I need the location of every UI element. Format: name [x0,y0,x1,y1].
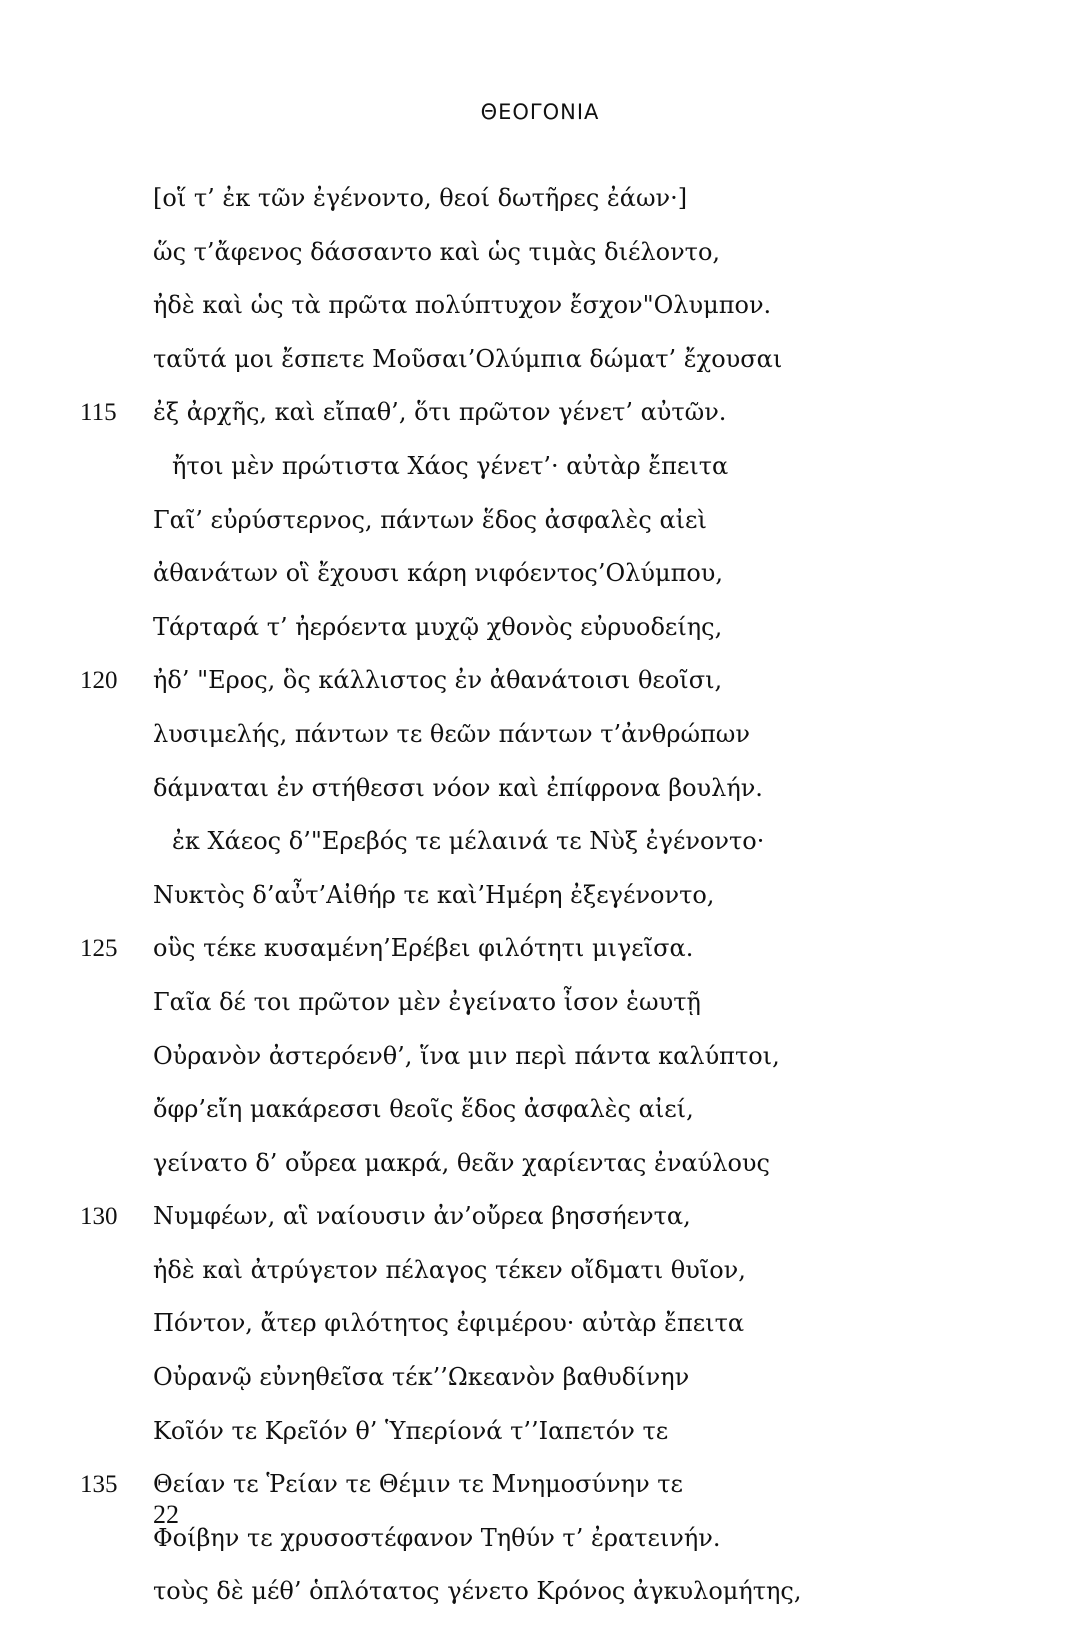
verse-text: ἤτοι μὲν πρώτιστα Χάος γένετ’· αὐτὰρ ἔπειτα [172,451,729,480]
verse-text: Φοίβην τε χρυσοστέφανον Τηθύν τ’ ἐρατεινήν. [153,1523,721,1552]
verse-text: Κοῖόν τε Κρεῖόν θ’ Ὑπερίονά τ’’Ιαπετόν τε [153,1416,669,1445]
verse-line [0,1405,1080,1459]
verse-line [0,708,1080,762]
verse-line [0,869,1080,923]
verse-line [0,976,1080,1030]
verse-line [0,1190,1080,1244]
line-number: 135 [80,1471,118,1499]
verse-text: γείνατο δ’ οὔρεα μακρά, θεᾶν χαρίεντας ἐναύλους [153,1148,770,1177]
verse-text: [οἵ τ’ ἐκ τῶν ἐγένοντο, θεοί δωτῆρες ἐάων·] [153,184,688,212]
verse-line [0,494,1080,548]
line-number: 130 [80,1203,118,1231]
line-number: 125 [80,935,118,963]
verse-line [0,654,1080,708]
page-number: 22 [153,1500,179,1529]
verse-text: λυσιμελής, πάντων τε θεῶν πάντων τ’ἀνθρώπων [153,719,750,748]
verse-text: ὥς τ’ἄφενος δάσσαντο καὶ ὡς τιμὰς διέλοντο, [153,237,721,266]
line-number: 115 [80,399,117,427]
verse-text: οὓς τέκε κυσαμένη’Ερέβει φιλότητι μιγεῖσα. [153,934,694,963]
verse-text: ταῦτά μοι ἔσπετε Μοῦσαι’Ολύμπια δώματ’ ἔχουσαι [153,344,783,373]
running-title: ΘΕΟΓΟΝΙΑ [480,100,600,124]
verse-line [0,1137,1080,1191]
verse-line [0,601,1080,655]
verse-text: τοὺς δὲ μέθ’ ὁπλότατος γένετο Κρόνος ἀγκυλομήτης, [153,1577,802,1606]
verse-text: Πόντον, ἄτερ φιλότητος ἐφιμέρου· αὐτὰρ ἔπειτα [153,1309,745,1338]
verse-text: ἠδ’ "Ερος, ὃς κάλλιστος ἐν ἀθανάτοισι θεοῖσι, [153,666,723,695]
verse-line [0,815,1080,869]
verse-line [0,922,1080,976]
verse-text: ἠδὲ καὶ ἀτρύγετον πέλαγος τέκεν οἴδματι θυῖον, [153,1255,746,1284]
verse-text: ἠδὲ καὶ ὡς τὰ πρῶτα πολύπτυχον ἔσχον"Ολυμπον. [153,291,772,320]
verse-line [0,172,1080,226]
verse-text: Γαῖα δέ τοι πρῶτον μὲν ἐγείνατο ἶσον ἑωυτῇ [153,987,701,1016]
verse-line [0,1030,1080,1084]
verse-text: Γαῖ’ εὐρύστερνος, πάντων ἕδος ἀσφαλὲς αἰεὶ [153,505,707,534]
verse-list [0,172,1080,1619]
verse-line [0,1297,1080,1351]
verse-line [0,547,1080,601]
verse-line [0,1244,1080,1298]
verse-text: Νυμφέων, αἳ ναίουσιν ἀν’οὔρεα βησσήεντα, [153,1202,691,1231]
verse-text: Οὐρανὸν ἀστερόενθ’, ἵνα μιν περὶ πάντα καλύπτοι, [153,1041,780,1070]
verse-line [0,226,1080,280]
verse-text: Θείαν τε Ῥείαν τε Θέμιν τε Μνημοσύνην τε [153,1470,683,1499]
verse-line [0,333,1080,387]
verse-line [0,1565,1080,1619]
verse-line [0,1351,1080,1405]
verse-line [0,386,1080,440]
verse-text: Τάρταρά τ’ ἠερόεντα μυχῷ χθονὸς εὐρυοδείης, [153,612,723,641]
verse-text: ἐκ Χάεος δ’"Ερεβός τε μέλαινά τε Νὺξ ἐγένοντο· [172,827,765,856]
verse-line [0,762,1080,816]
verse-text: Νυκτὸς δ’αὖτ’Αἰθήρ τε καὶ’Ημέρη ἐξεγένοντο, [153,880,715,909]
verse-text: ἐξ ἀρχῆς, καὶ εἴπαθ’, ὅτι πρῶτον γένετ’ αὐτῶν. [153,398,727,427]
verse-line [0,440,1080,494]
verse-line [0,1083,1080,1137]
verse-text: Οὐρανῷ εὐνηθεῖσα τέκ’’Ωκεανὸν βαθυδίνην [153,1363,690,1392]
verse-line [0,279,1080,333]
verse-text: ὄφρ’εἴη μακάρεσσι θεοῖς ἕδος ἀσφαλὲς αἰεί, [153,1095,694,1124]
verse-text: ἀθανάτων οἳ ἔχουσι κάρη νιφόεντος’Ολύμπου, [153,559,724,588]
verse-text: δάμναται ἐν στήθεσσι νόον καὶ ἐπίφρονα βουλήν. [153,773,763,802]
line-number: 120 [80,667,118,695]
